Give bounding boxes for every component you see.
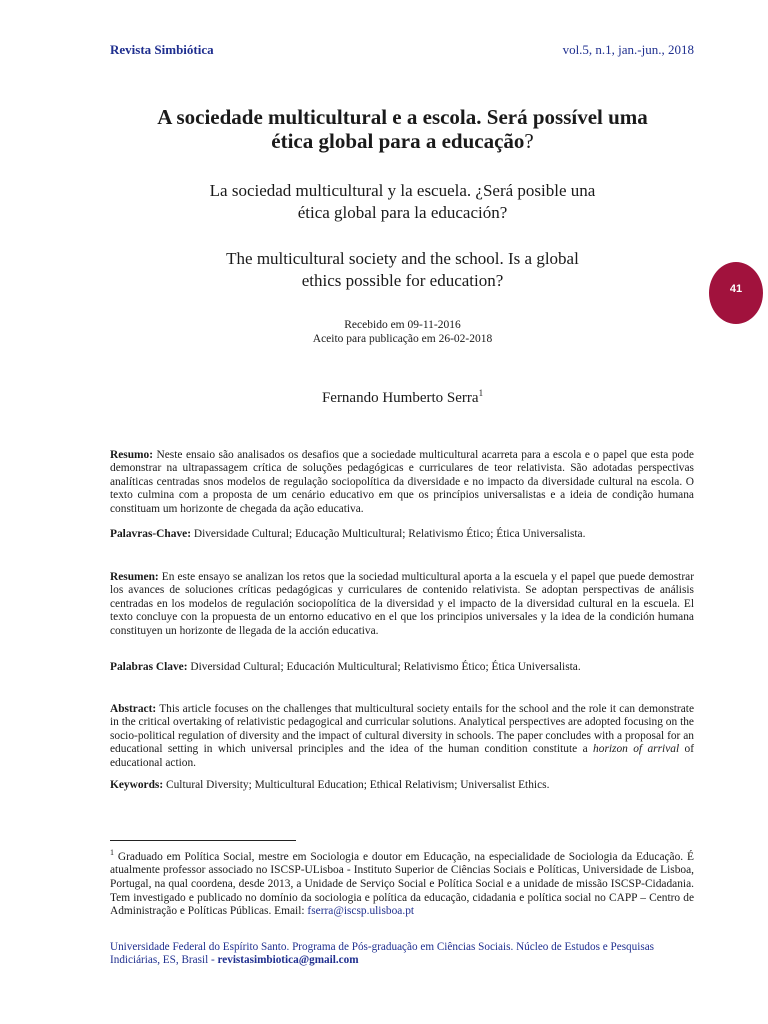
abstract-text-end: of educational action. [110, 743, 694, 769]
abstract-label: Abstract: [110, 703, 157, 715]
title-pt-line2: ética global para a educação? [271, 129, 534, 153]
palavras-chave-paragraph [110, 528, 694, 541]
title-en-line2: ethics possible for education? [301, 271, 504, 290]
abstract-text: This article focuses on the challenges that multicultural society entails for the school and the role it can demonstrate in the critical overtaking of relativistic pedagogical and curricular solutions. Analytical perspectives are adopted focusing on the socio-political regulation of diversity and the impact of cultural diversity in schools. The paper concludes with a proposal for an educational setting in which universal principles and the idea of the human condition constitute a [110, 703, 694, 756]
palabras-text: Diversidad Cultural; Educación Multicultural; Relativismo Ético; Ética Universalista. [187, 661, 581, 673]
abstract-paragraph [110, 703, 694, 770]
abstract-italic-phrase: horizon of arrival [593, 743, 680, 756]
palabras-label: Palabras Clave: [110, 661, 188, 673]
keywords-paragraph [110, 779, 694, 792]
page-footer [110, 941, 694, 968]
resumen-paragraph [110, 571, 694, 638]
journal-email-link[interactable]: revistasimbiotica@gmail.com [217, 954, 359, 967]
footnote-mark: 1 [110, 848, 114, 857]
palavras-text: Diversidade Cultural; Educação Multicultural; Relativismo Ético; Ética Universalista. [191, 528, 586, 540]
title-pt-line1: A sociedade multicultural e a escola. Será possível uma [157, 105, 648, 129]
title-spanish [80, 180, 725, 224]
submission-dates [80, 318, 725, 346]
title-en-line1: The multicultural society and the school. Is a global [226, 249, 579, 268]
footnote [110, 846, 694, 919]
issue-info: vol.5, n.1, jan.-jun., 2018 [562, 42, 694, 57]
resumen-label: Resumen: [110, 571, 159, 583]
footnote-divider [110, 840, 296, 841]
resumo-label: Resumo: [110, 449, 154, 461]
resumen-text: En este ensayo se analizan los retos que la sociedad multicultural aporta a la escuela y el papel que puede demostrar los avances de soluciones críticas pedagógicas y curriculares de contenido relativista. Se adoptan perspectivas de análisis centradas en los modelos de regulación sociopolítica de la diversidad y el impacto de la diversidad cultural en la escuela. El texto concluye con la propuesta de un entorno educativo en el que los principios universales y la idea de la condición humana constituyen un horizonte de llegada de la acción educativa. [110, 571, 694, 637]
resumo-text: Neste ensaio são analisados os desafios que a sociedade multicultural acarreta para a escola e o papel que esta pode demonstrar na ultrapassagem crítica de soluções pedagógicas e curriculares de teor relativista. São adotadas perspectivas analíticas centradas snos modelos de regulação sociopolítica da diversidade e no impacto da diversidade cultural na escola. O texto culmina com a proposta de um cenário educativo em que os princípios universalistas e a ideia de condição humana constituam um horizonte de chegada da ação educativa. [110, 449, 694, 515]
author-line [80, 388, 725, 407]
page-number-badge: 41 [709, 262, 763, 324]
title-english [80, 248, 725, 292]
keywords-label: Keywords: [110, 779, 164, 791]
journal-name: Revista Simbiótica [110, 42, 214, 57]
footer-text: Universidade Federal do Espírito Santo. Programa de Pós-graduação em Ciências Sociais. Núcleo de Estudos e Pesquisas Indiciárias, ES, Brasil - [110, 941, 655, 967]
author-footnote-mark: 1 [478, 388, 484, 398]
title-es-line2: ética global para la educación? [297, 203, 508, 222]
palabras-clave-paragraph [110, 661, 694, 674]
author-email-link[interactable]: fserra@iscsp.ulisboa.pt [307, 905, 415, 918]
received-date: Recebido em 09-11-2016 [344, 319, 461, 331]
palavras-label: Palavras-Chave: [110, 528, 191, 540]
title-portuguese [80, 105, 725, 153]
author-name: Fernando Humberto Serra [321, 390, 479, 406]
resumo-paragraph [110, 449, 694, 516]
footnote-text: Graduado em Política Social, mestre em Sociologia e doutor em Educação, na especialidade de Sociologia da Educação. É atualmente professor associado no ISCSP-ULisboa - Instituto Superior de Ciências Sociais e Políticas, Universidade de Lisboa, Portugal, na qual coordena, desde 2013, a Unidade de Serviço Social e Política Social e a unidade de missão ISCSP-Cidadania. Tem investigado e publicado no domínio da sociologia e política da educação, cidadania e política social no CAPP – Centro de Administração e Políticas Públicas. Email: [110, 850, 694, 918]
keywords-text: Cultural Diversity; Multicultural Education; Ethical Relativism; Universalist Ethics. [163, 779, 550, 791]
title-es-line1: La sociedad multicultural y la escuela. ¿Será posible una [209, 181, 596, 200]
accepted-date: Aceito para publicação em 26-02-2018 [312, 333, 493, 345]
